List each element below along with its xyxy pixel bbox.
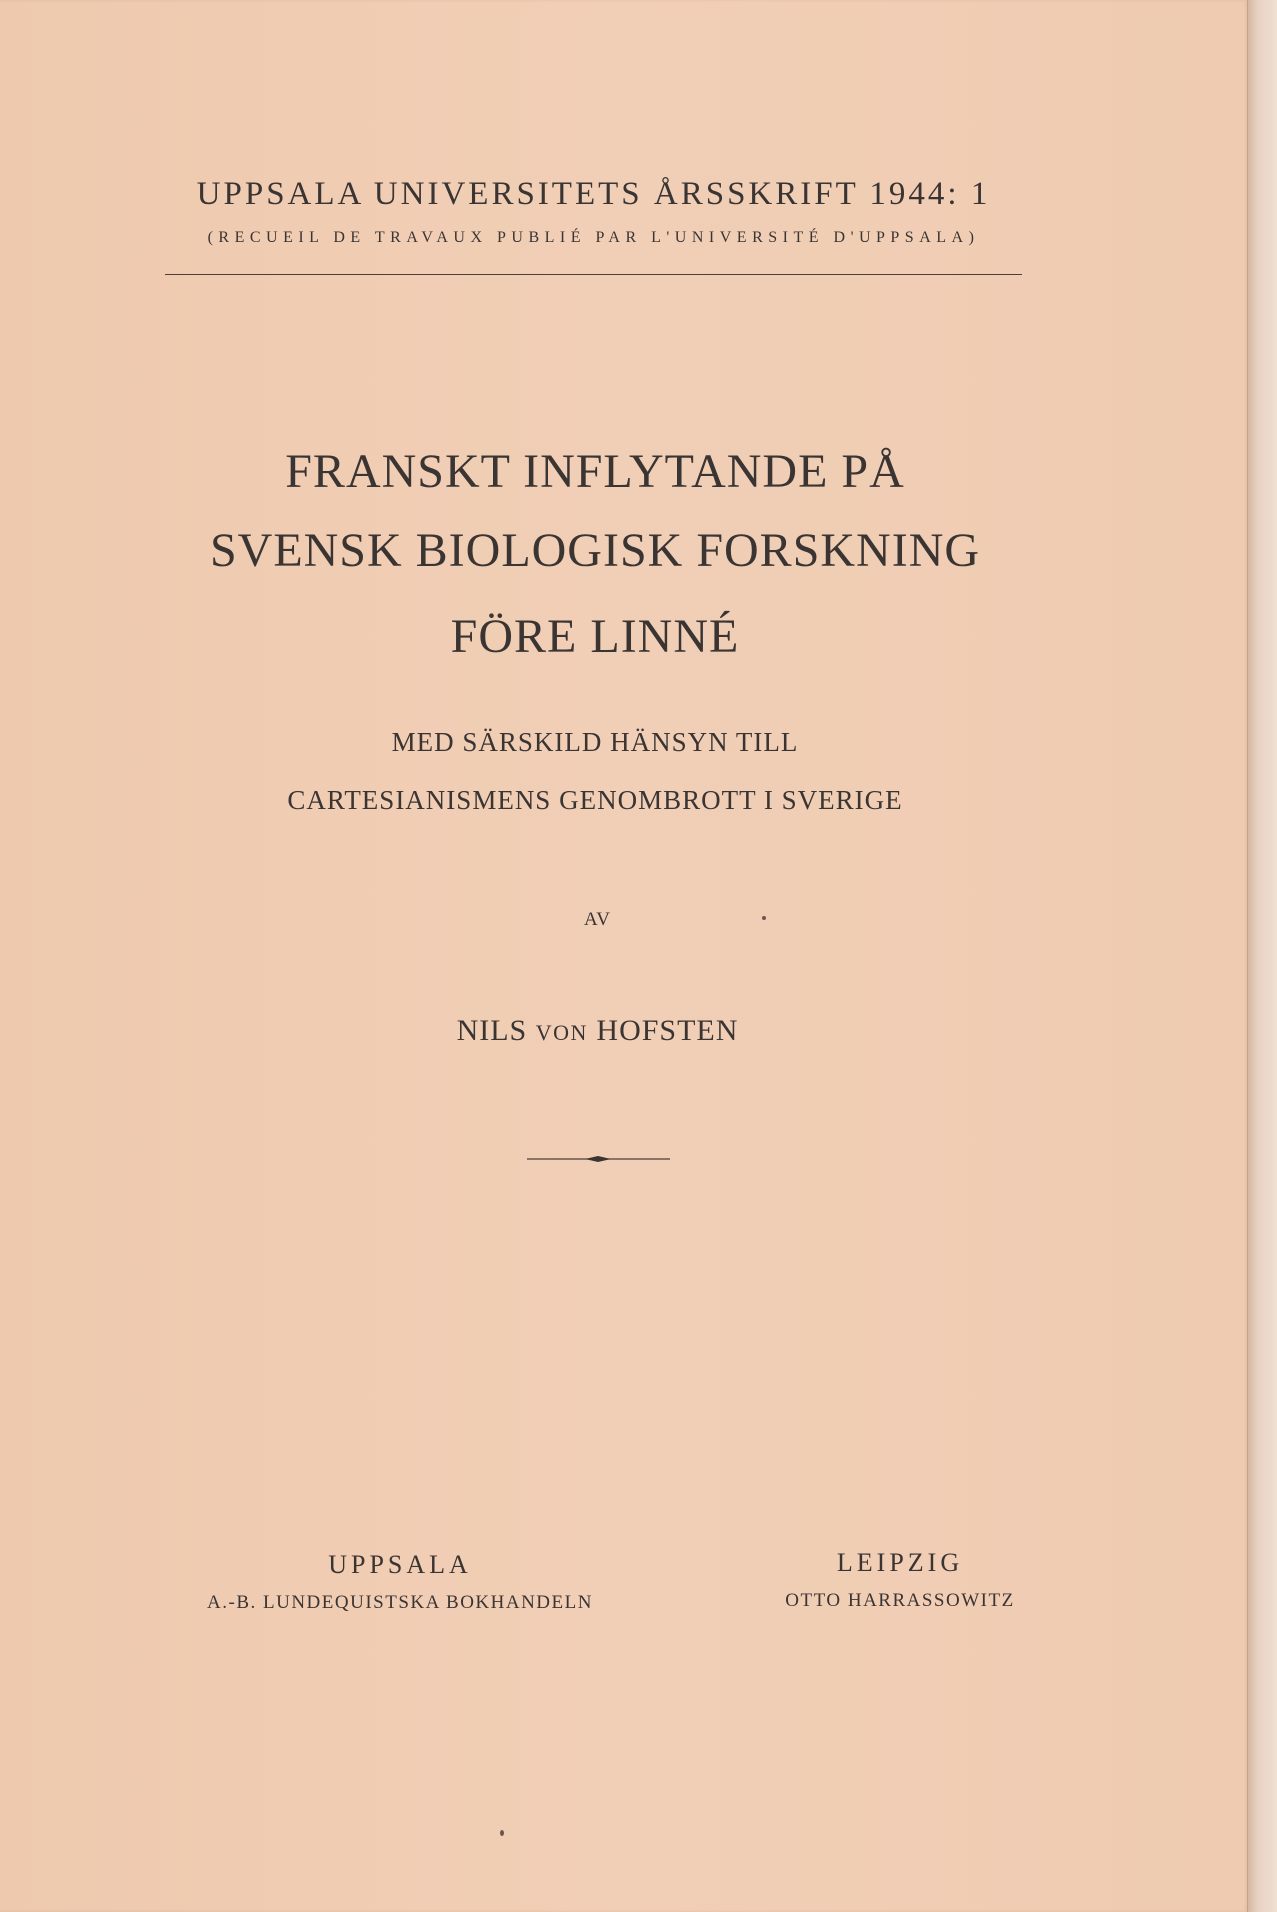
publisher-city-leipzig: LEIPZIG — [836, 1548, 964, 1577]
title-line-2: SVENSK BIOLOGISK FORSKNING — [209, 524, 981, 577]
publisher-leipzig — [755, 1548, 1045, 1612]
title-line-1: FRANSKT INFLYTANDE PÅ — [285, 445, 905, 498]
publisher-uppsala — [170, 1550, 630, 1614]
paper-speck — [762, 916, 766, 920]
title-line-3: FÖRE LINNÉ — [450, 610, 740, 663]
author-last-name: HOFSTEN — [596, 1014, 739, 1047]
author-name — [0, 1014, 1195, 1048]
subtitle-line-2: CARTESIANISMENS GENOMBROTT I SVERIGE — [287, 785, 903, 815]
byline-av: AV — [584, 909, 611, 930]
page-edge — [1247, 0, 1277, 1912]
author-particle: VON — [535, 1020, 588, 1045]
series-title: UPPSALA UNIVERSITETS ÅRSSKRIFT 1944: 1 — [196, 176, 991, 212]
publisher-name-harrassowitz: OTTO HARRASSOWITZ — [785, 1590, 1015, 1611]
header-rule — [165, 274, 1022, 275]
publisher-name-lundequist: A.-B. LUNDEQUISTSKA BOKHANDELN — [207, 1592, 593, 1613]
series-subtitle: (RECUEIL DE TRAVAUX PUBLIÉ PAR L'UNIVERSITÉ D'UPPSALA) — [207, 229, 980, 246]
subtitle-line-1: MED SÄRSKILD HÄNSYN TILL — [391, 727, 799, 757]
paper-speck — [500, 1830, 504, 1836]
ornament-rule-icon — [527, 1152, 670, 1166]
author-first-name: NILS — [456, 1014, 528, 1047]
publisher-city-uppsala: UPPSALA — [328, 1550, 472, 1579]
